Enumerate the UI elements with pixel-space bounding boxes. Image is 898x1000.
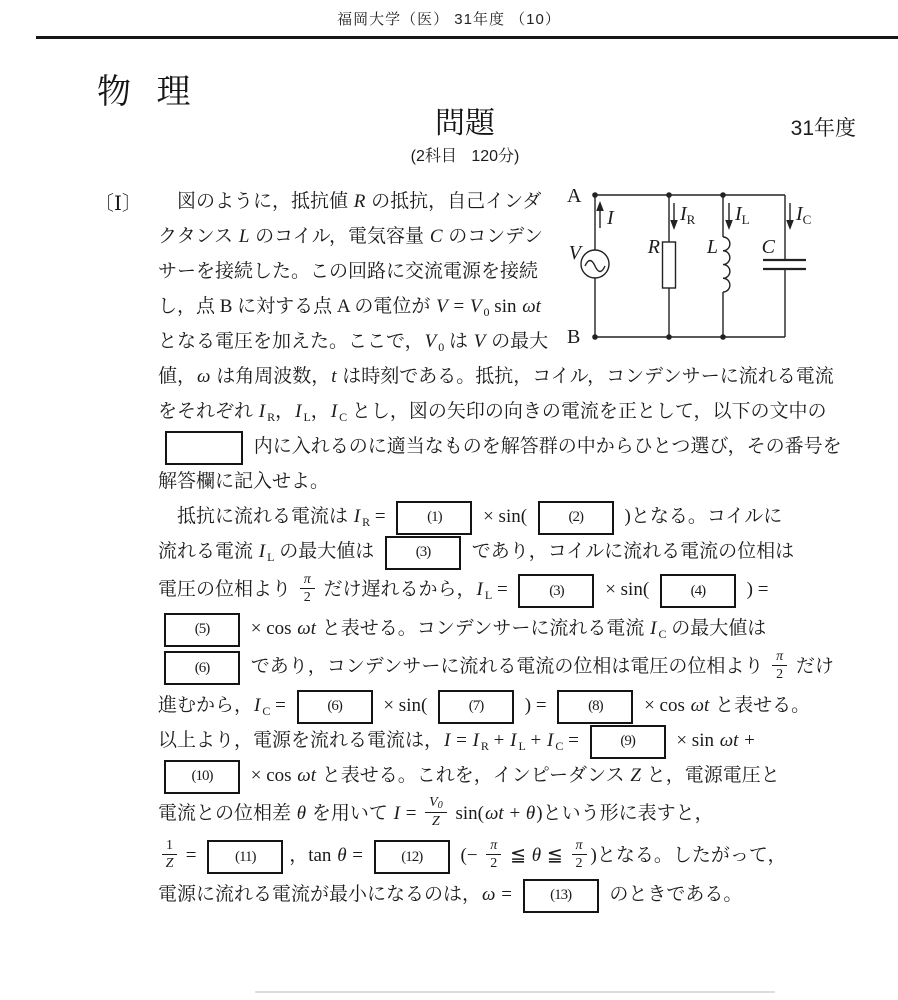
- current-ic-label: $I_C$: [796, 203, 812, 227]
- math-variable: ωt: [484, 803, 504, 824]
- math-variable-subscripted: I $_L$: [476, 579, 493, 602]
- text-run: × sin(: [378, 695, 433, 716]
- text-run: =: [492, 579, 513, 600]
- answer-box-number: (11): [235, 848, 256, 865]
- text-run: )となる。したがって，: [590, 845, 787, 866]
- answer-box-9: [590, 725, 666, 759]
- text-run: 抵抗に流れる電流は: [177, 506, 353, 527]
- answer-box-10: [164, 760, 240, 794]
- current-il-label: $I_L$: [735, 203, 750, 227]
- text-run: =: [370, 506, 391, 527]
- ac-source-symbol: [581, 250, 609, 278]
- junction-dot: [666, 192, 672, 198]
- text-run: ，: [310, 401, 330, 422]
- answer-box-6: [164, 651, 240, 685]
- text-run: )という形に表すと，: [536, 803, 714, 824]
- text-line: [158, 758, 888, 793]
- answer-box-4: [660, 574, 736, 608]
- text-run: ，: [275, 401, 295, 422]
- exam-meta: (2科目 120分): [410, 148, 520, 165]
- text-run: 進むから，: [158, 695, 254, 716]
- math-variable: L: [238, 226, 250, 247]
- text-run: し，点 B に対する点 A の電位が: [158, 296, 436, 317]
- fraction: $\frac{\pi}{2}$: [572, 838, 587, 872]
- text-line: [158, 688, 888, 723]
- answer-box-11: [207, 840, 283, 874]
- text-run: クタンス: [158, 226, 238, 247]
- answer-box-number: (7): [468, 698, 484, 715]
- text-run: 電流との位相差: [158, 803, 296, 824]
- math-variable: V: [473, 331, 486, 352]
- resistor-label: R: [647, 236, 660, 258]
- text-line: [158, 723, 888, 758]
- text-run: +: [525, 730, 547, 751]
- text-run: +: [739, 730, 755, 751]
- node-b-label: B: [567, 326, 581, 348]
- answer-box-number: (3): [549, 582, 564, 599]
- text-run: =: [448, 296, 469, 317]
- inductor-label: L: [706, 236, 718, 258]
- text-run: =: [400, 803, 422, 824]
- answer-box-number: (10): [191, 768, 213, 785]
- answer-box-number: (3): [415, 544, 431, 561]
- text-run: と表せる。: [710, 695, 811, 716]
- answer-box-13: [523, 879, 599, 913]
- math-variable: θ: [337, 845, 347, 866]
- text-run: 流れる電流: [158, 541, 258, 562]
- text-run: × sin(: [478, 506, 532, 527]
- answer-box-number: (9): [620, 733, 635, 750]
- inductor-coil: [723, 237, 730, 292]
- answer-box-number: (12): [401, 848, 423, 865]
- text-run: 値，: [158, 366, 197, 387]
- text-run: ，tan: [289, 845, 337, 866]
- text-line: [158, 394, 888, 429]
- text-run: 以上より，電源を流れる電流は，: [158, 730, 444, 751]
- text-run: sin(: [450, 803, 484, 824]
- text-run: の抵抗，自己インダ: [366, 191, 542, 212]
- math-variable: ωt: [522, 296, 541, 317]
- text-run: と，電源電圧と: [641, 765, 780, 786]
- current-ir-label: $I_R$: [680, 203, 696, 227]
- text-run: =: [181, 845, 202, 866]
- text-line: [158, 646, 888, 688]
- math-variable: V: [436, 296, 448, 317]
- source-label: V: [568, 242, 581, 264]
- subject-title: 物 理: [97, 73, 191, 111]
- text-run: =: [496, 884, 517, 905]
- text-run: を用いて: [307, 803, 393, 824]
- answer-box-number: (5): [194, 621, 210, 638]
- text-run: =: [347, 845, 368, 866]
- header-rule: [36, 36, 898, 39]
- text-run: の最大: [486, 331, 549, 352]
- current-i-arrowhead: [596, 201, 604, 211]
- text-run: となる電圧を加えた。ここで，: [158, 331, 424, 352]
- text-run: ) =: [520, 695, 552, 716]
- text-run: 内に入れるのに適当なものを解答群の中からひとつ選び，その番号を: [249, 436, 842, 457]
- text-line: [158, 429, 888, 464]
- text-run: は: [444, 331, 473, 352]
- junction-dot: [720, 334, 726, 340]
- answer-box-7: [438, 690, 514, 724]
- sine-wave-icon: [585, 261, 605, 272]
- math-variable: θ: [296, 803, 307, 824]
- current-il-arrowhead: [725, 220, 733, 230]
- text-line: [158, 359, 888, 394]
- text-line: [158, 611, 888, 646]
- text-run: =: [451, 730, 472, 751]
- math-variable-subscripted: I $_C$: [330, 401, 348, 424]
- text-run: と表せる。これを，インピーダンス: [317, 765, 630, 786]
- math-variable-subscripted: I $_C$: [254, 695, 271, 718]
- math-variable-subscripted: V $_0$: [469, 296, 490, 319]
- current-i-label: I: [607, 207, 614, 229]
- answer-box-number: (13): [550, 887, 572, 904]
- answer-box-5: [164, 613, 240, 647]
- text-run: =: [563, 730, 584, 751]
- text-run: × sin: [671, 730, 719, 751]
- text-run: と表せる。コンデンサーに流れる電流: [317, 618, 650, 639]
- text-run: は角周波数，: [211, 366, 331, 387]
- math-variable-subscripted: I $_L$: [510, 730, 526, 753]
- text-run: だけ: [791, 656, 834, 677]
- resistor-body: [663, 242, 676, 288]
- year-label: 31年度: [790, 117, 856, 140]
- text-run: × cos: [246, 765, 297, 786]
- text-run: であり，コイルに流れる電流の位相は: [466, 541, 795, 562]
- math-variable-subscripted: I $_L$: [258, 541, 275, 564]
- text-line: [158, 877, 888, 912]
- math-variable: t: [331, 366, 337, 387]
- answer-box-3: [385, 536, 461, 570]
- fraction: $\frac{V0}{Z}$: [425, 795, 447, 829]
- math-variable-subscripted: I $_R$: [472, 730, 489, 753]
- problem-number-label: 〔Ⅰ〕: [94, 193, 142, 215]
- answer-box-3: [518, 574, 594, 608]
- answer-box-number: (2): [568, 509, 584, 526]
- math-variable: I: [393, 803, 400, 824]
- math-variable-subscripted: I $_C$: [650, 618, 667, 641]
- answer-box-1: [396, 501, 472, 535]
- answer-box-6: [297, 690, 373, 724]
- text-run: のときである。: [604, 884, 743, 905]
- text-line: [158, 793, 888, 835]
- capacitor-plates: [763, 260, 806, 269]
- capacitor-label: C: [761, 236, 775, 258]
- answer-box-number: (4): [690, 582, 706, 599]
- fraction: $\frac{\pi}{2}$: [300, 572, 315, 606]
- math-variable: C: [429, 226, 443, 247]
- fraction: $\frac{\pi}{2}$: [486, 838, 501, 872]
- circuit-diagram: [566, 182, 896, 352]
- text-run: であり，コンデンサーに流れる電流の位相は電圧の位相より: [246, 656, 769, 677]
- fraction: $\frac{1}{Z}$: [162, 838, 177, 872]
- text-run: )となる。コイルに: [619, 506, 783, 527]
- answer-box-8: [557, 690, 633, 724]
- text-run: 図のように，抵抗値: [177, 191, 353, 212]
- math-variable: Z: [630, 765, 641, 786]
- text-run: の最大値は: [274, 541, 379, 562]
- text-line: [158, 569, 888, 611]
- node-a-label: A: [567, 185, 582, 207]
- answer-box-number: (1): [427, 509, 442, 526]
- text-run: をそれぞれ: [158, 401, 258, 422]
- math-variable-subscripted: I $_R$: [258, 401, 276, 424]
- fraction: $\frac{\pi}{2}$: [772, 649, 787, 683]
- answer-box-12: [374, 840, 450, 874]
- text-run: 電源に流れる電流が最小になるのは，: [158, 884, 482, 905]
- text-run: +: [488, 730, 510, 751]
- junction-dot: [720, 192, 726, 198]
- problem-heading: 問題: [435, 107, 495, 140]
- text-run: × cos: [639, 695, 690, 716]
- current-ir-arrowhead: [670, 220, 678, 230]
- text-run: サーを接続した。この回路に交流電源を接続: [158, 261, 539, 282]
- text-run: 電圧の位相より: [158, 579, 296, 600]
- math-variable: θ: [525, 803, 536, 824]
- text-line: [158, 499, 888, 534]
- text-run: sin: [489, 296, 522, 317]
- math-variable: I: [444, 730, 451, 751]
- text-line: [158, 534, 888, 569]
- junction-dot: [666, 334, 672, 340]
- text-run: ≦: [542, 845, 568, 866]
- math-variable-subscripted: I $_L$: [295, 401, 311, 424]
- node-a-dot: [592, 192, 598, 198]
- node-b-dot: [592, 334, 598, 340]
- math-variable: ω: [197, 366, 211, 387]
- text-line: [158, 464, 888, 499]
- math-variable: θ: [531, 845, 542, 866]
- scan-artifact-line: [255, 991, 775, 993]
- math-variable: ωt: [719, 730, 739, 751]
- math-variable: ωt: [690, 695, 710, 716]
- answer-box-2: [538, 501, 614, 535]
- text-run: 解答欄に記入せよ。: [158, 471, 330, 492]
- text-run: のコンデン: [443, 226, 543, 247]
- text-run: ≦: [505, 845, 531, 866]
- text-run: ) =: [741, 579, 769, 600]
- text-run: の最大値は: [666, 618, 767, 639]
- page-header: 福岡大学（医） 31年度 （10）: [337, 11, 561, 28]
- answer-box-number: (6): [327, 698, 342, 715]
- math-variable-subscripted: I $_R$: [353, 506, 371, 529]
- text-run: (−: [455, 845, 483, 866]
- text-run: は時刻である。抵抗，コイル，コンデンサーに流れる電流: [337, 366, 834, 387]
- math-variable: ωt: [297, 765, 316, 786]
- math-variable-subscripted: I $_C$: [547, 730, 564, 753]
- text-run: のコイル，電気容量: [250, 226, 429, 247]
- answer-box-empty: [165, 431, 243, 465]
- text-run: とし，図の矢印の向きの電流を正として，以下の文中の: [347, 401, 827, 422]
- text-run: × sin(: [600, 579, 654, 600]
- math-variable-subscripted: V $_0$: [424, 331, 445, 354]
- math-variable: R: [353, 191, 366, 212]
- math-variable: ωt: [297, 618, 316, 639]
- current-ic-arrowhead: [786, 220, 794, 230]
- text-run: =: [270, 695, 291, 716]
- text-run: +: [504, 803, 525, 824]
- answer-box-number: (6): [194, 659, 210, 676]
- answer-box-number: (8): [588, 698, 603, 715]
- text-line: [158, 835, 888, 877]
- text-run: だけ遅れるから，: [318, 579, 476, 600]
- math-variable: ω: [482, 884, 496, 905]
- text-run: × cos: [246, 618, 297, 639]
